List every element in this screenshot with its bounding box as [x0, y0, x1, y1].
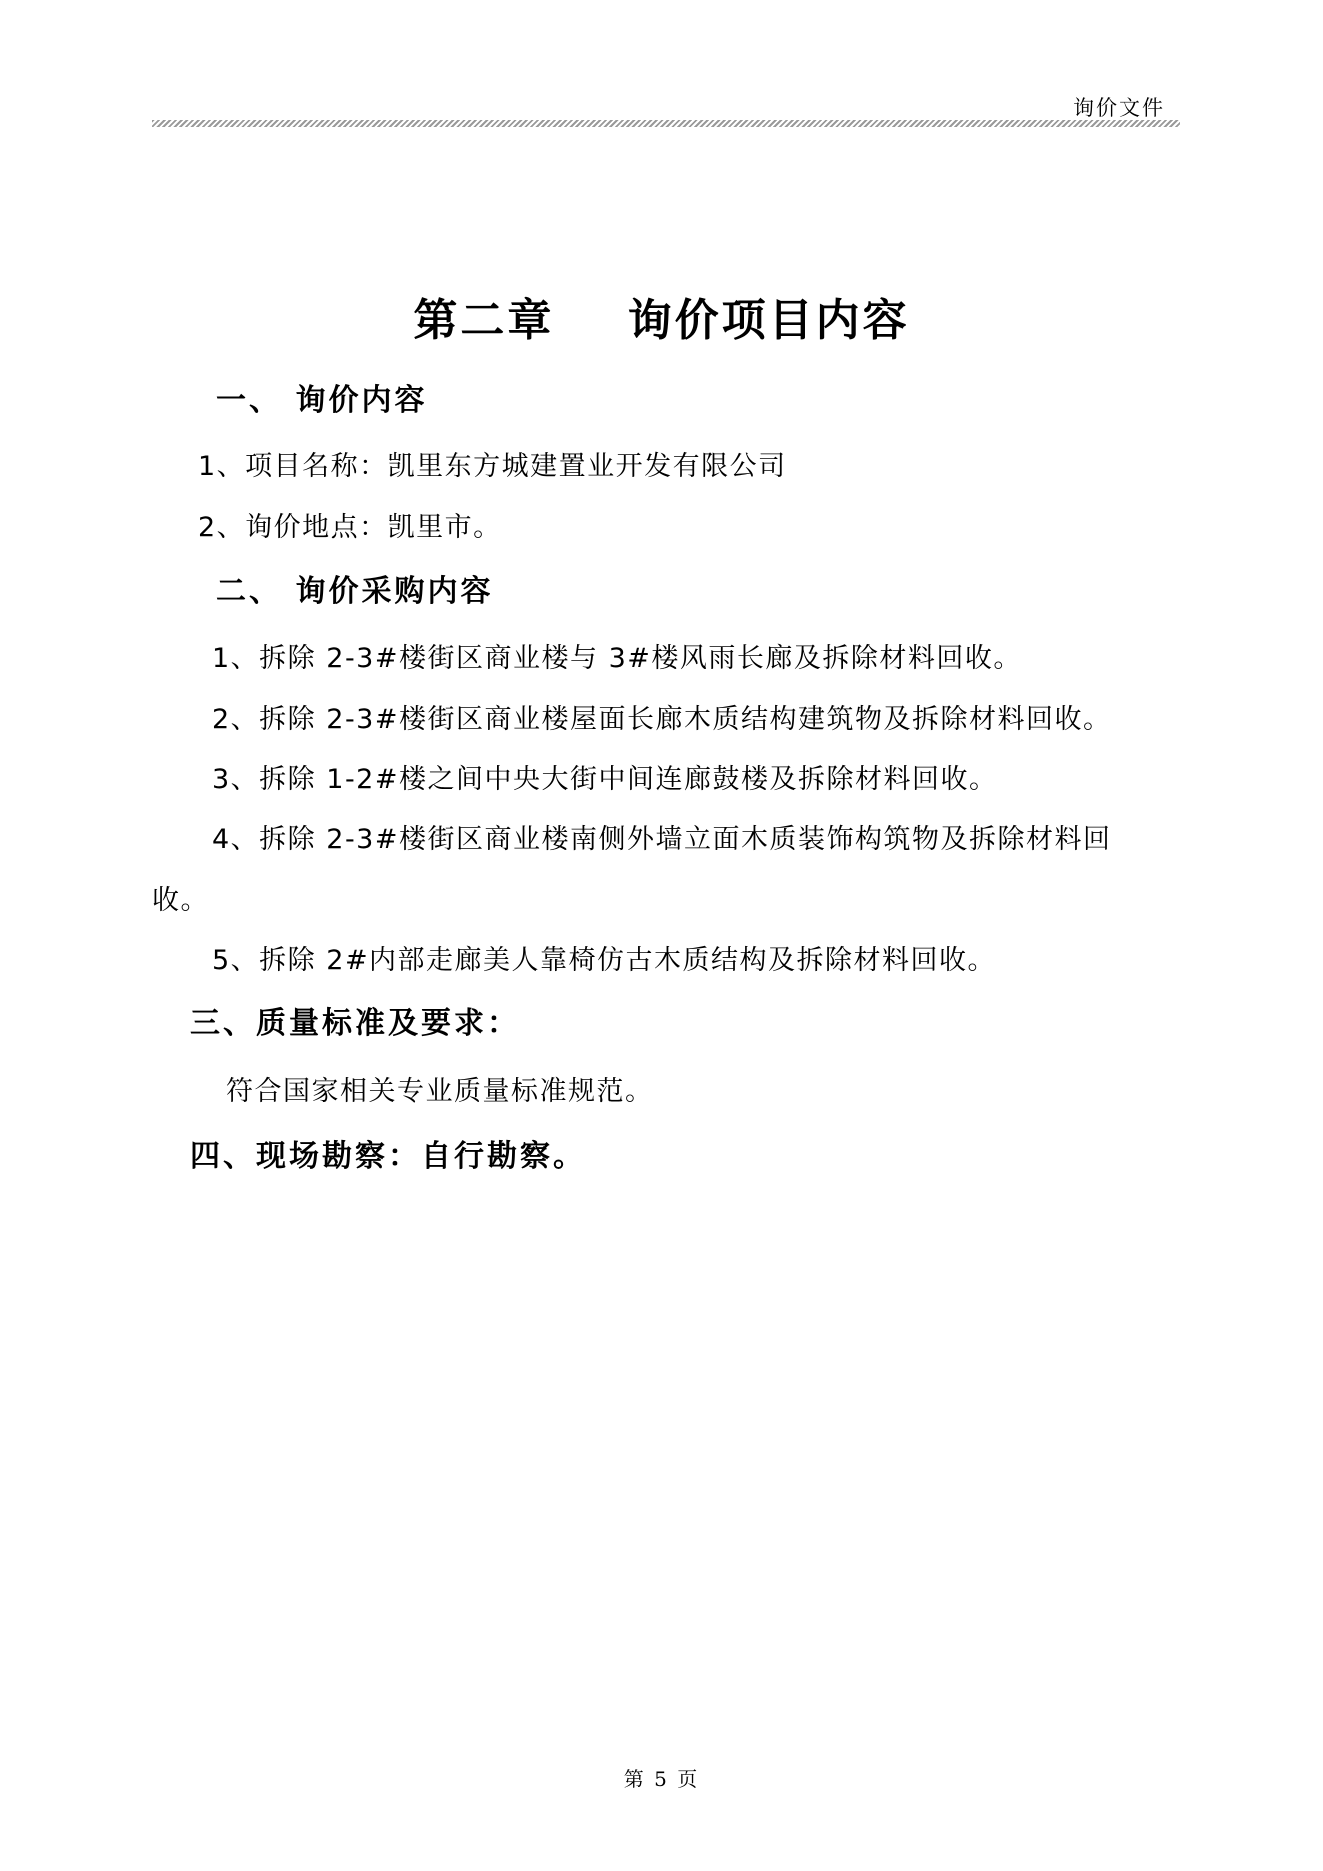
project-name-line: 1、项目名称：凯里东方城建置业开发有限公司 — [198, 451, 787, 482]
page-number: 第 5 页 — [623, 1767, 700, 1791]
procurement-item-4: 4、拆除 2-3#楼街区商业楼南侧外墙立面木质装饰构筑物及拆除材料回 — [212, 824, 1112, 855]
section-heading-inquiry-content: 一、 询价内容 — [216, 383, 428, 418]
procurement-item-5: 5、拆除 2#内部走廊美人靠椅仿古木质结构及拆除材料回收。 — [212, 945, 997, 976]
procurement-item-4-continued: 收。 — [152, 885, 209, 916]
procurement-item-3: 3、拆除 1-2#楼之间中央大街中间连廊鼓楼及拆除材料回收。 — [212, 764, 998, 795]
section-heading-quality-standards: 三、质量标准及要求： — [190, 1006, 520, 1041]
procurement-item-2: 2、拆除 2-3#楼街区商业楼屋面长廊木质结构建筑物及拆除材料回收。 — [212, 704, 1112, 735]
header-divider — [152, 120, 1180, 127]
inquiry-location-line: 2、询价地点：凯里市。 — [198, 512, 502, 543]
section-heading-procurement-content: 二、 询价采购内容 — [216, 574, 494, 609]
quality-standard-text: 符合国家相关专业质量标准规范。 — [226, 1076, 654, 1107]
procurement-item-1: 1、拆除 2-3#楼街区商业楼与 3#楼风雨长廊及拆除材料回收。 — [212, 643, 1022, 674]
section-heading-site-survey: 四、现场勘察：自行勘察。 — [190, 1139, 586, 1174]
chapter-title: 第二章 询价项目内容 — [413, 295, 910, 346]
document-header-label: 询价文件 — [1073, 96, 1165, 120]
